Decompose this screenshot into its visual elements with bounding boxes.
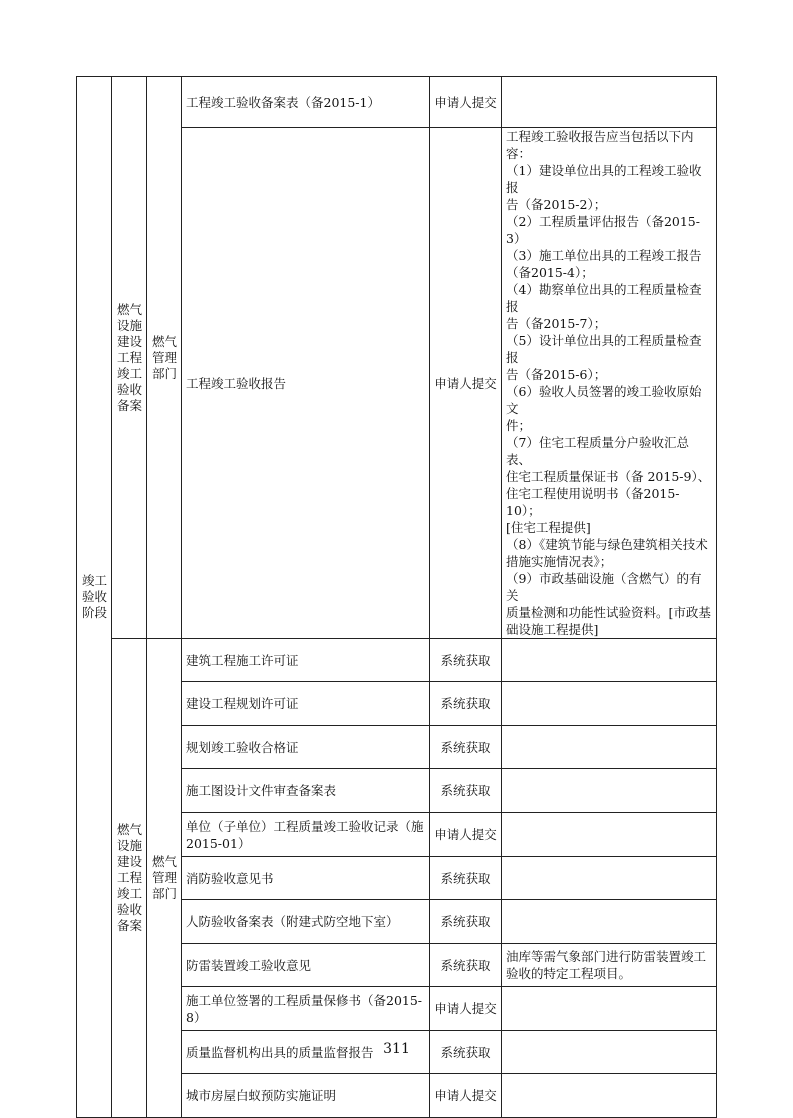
dept-label: 燃气 管理 部门: [152, 854, 178, 901]
stage-cell: [77, 77, 112, 1118]
doc-name-cell: 防雷装置竣工验收意见: [182, 944, 430, 987]
doc-name-cell: [182, 987, 430, 1031]
note-cell: [502, 77, 717, 128]
stage-label: 竣工 验收 阶段: [82, 573, 108, 620]
note-cell: [502, 639, 717, 682]
doc-name-text: 单位（子单位）工程质量竣工验收记录（施 2015-01）: [186, 818, 424, 851]
doc-name-cell: 工程竣工验收报告: [182, 128, 430, 639]
note-cell: [502, 682, 717, 726]
doc-name-cell: 规划竣工验收合格证: [182, 726, 430, 769]
doc-name-cell: 城市房屋白蚁预防实施证明: [182, 1074, 430, 1118]
method-cell: 系统获取: [430, 857, 502, 900]
doc-name-cell: 人防验收备案表（附建式防空地下室）: [182, 900, 430, 944]
item-label: 燃气 设施 建设 工程 竣工 验收 备案: [117, 822, 143, 933]
method-cell: 申请人提交: [430, 987, 502, 1031]
doc-name-cell: 建设工程规划许可证: [182, 682, 430, 726]
method-cell: 系统获取: [430, 944, 502, 987]
method-cell: 系统获取: [430, 682, 502, 726]
doc-name-cell: 建筑工程施工许可证: [182, 639, 430, 682]
note-cell: 工程竣工验收报告应当包括以下内 容： （1）建设单位出具的工程竣工验收报 告（备2015-2）； （2）工程质量评估报告（备2015-3） （3）施工单位出具的工程竣工报告 （备2015-4）； （4）勘察单位出具的工程质量检查报 告（备2015-7）； （5）设计单位出具的工程质量检查报 告（备2015-6）； （6）验收人员签署的竣工验收原始文 件； （7）住宅工程质量分户验收汇总表、 住宅工程质量保证书（备 2015-9）、 住宅工程使用说明书（备2015-10）； [住宅工程提供] （8）《建筑节能与绿色建筑相关技术 措施实施情况表》； （9）市政基础设施（含燃气）的有关 质量检测和功能性试验资料。[市政基 础设施工程提供]: [502, 128, 717, 639]
doc-name-cell: [182, 813, 430, 857]
doc-name-text: 施工单位签署的工程质量保修书（备2015- 8）: [186, 992, 423, 1025]
method-cell: 系统获取: [430, 639, 502, 682]
note-cell: [502, 726, 717, 769]
table-row: [77, 639, 717, 682]
doc-name-cell: 质量监督机构出具的质量监督报告: [182, 1031, 430, 1074]
note-cell: [502, 857, 717, 900]
note-cell: [502, 900, 717, 944]
acceptance-materials-table: [76, 76, 717, 1118]
page-number: 311: [383, 1041, 410, 1057]
method-cell: 申请人提交: [430, 77, 502, 128]
doc-name-cell: 消防验收意见书: [182, 857, 430, 900]
note-cell: [502, 1074, 717, 1118]
doc-name-cell: 施工图设计文件审查备案表: [182, 769, 430, 813]
dept-cell: [147, 77, 182, 639]
note-cell: [502, 769, 717, 813]
method-cell: 申请人提交: [430, 1074, 502, 1118]
doc-name-cell: 工程竣工验收备案表（备2015-1）: [182, 77, 430, 128]
item-cell: [112, 77, 147, 639]
dept-label: 燃气 管理 部门: [152, 333, 178, 381]
method-cell: 申请人提交: [430, 813, 502, 857]
item-label: 燃气 设施 建设 工程 竣工 验收 备案: [117, 301, 143, 413]
method-cell: 系统获取: [430, 900, 502, 944]
method-cell: 系统获取: [430, 726, 502, 769]
method-cell: 系统获取: [430, 769, 502, 813]
note-cell: [502, 987, 717, 1031]
table-row: [77, 77, 717, 128]
note-cell: [502, 813, 717, 857]
note-cell: 油库等需气象部门进行防雷装置竣工 验收的特定工程项目。: [502, 944, 717, 987]
method-cell: 系统获取: [430, 1031, 502, 1074]
method-cell: 申请人提交: [430, 128, 502, 639]
